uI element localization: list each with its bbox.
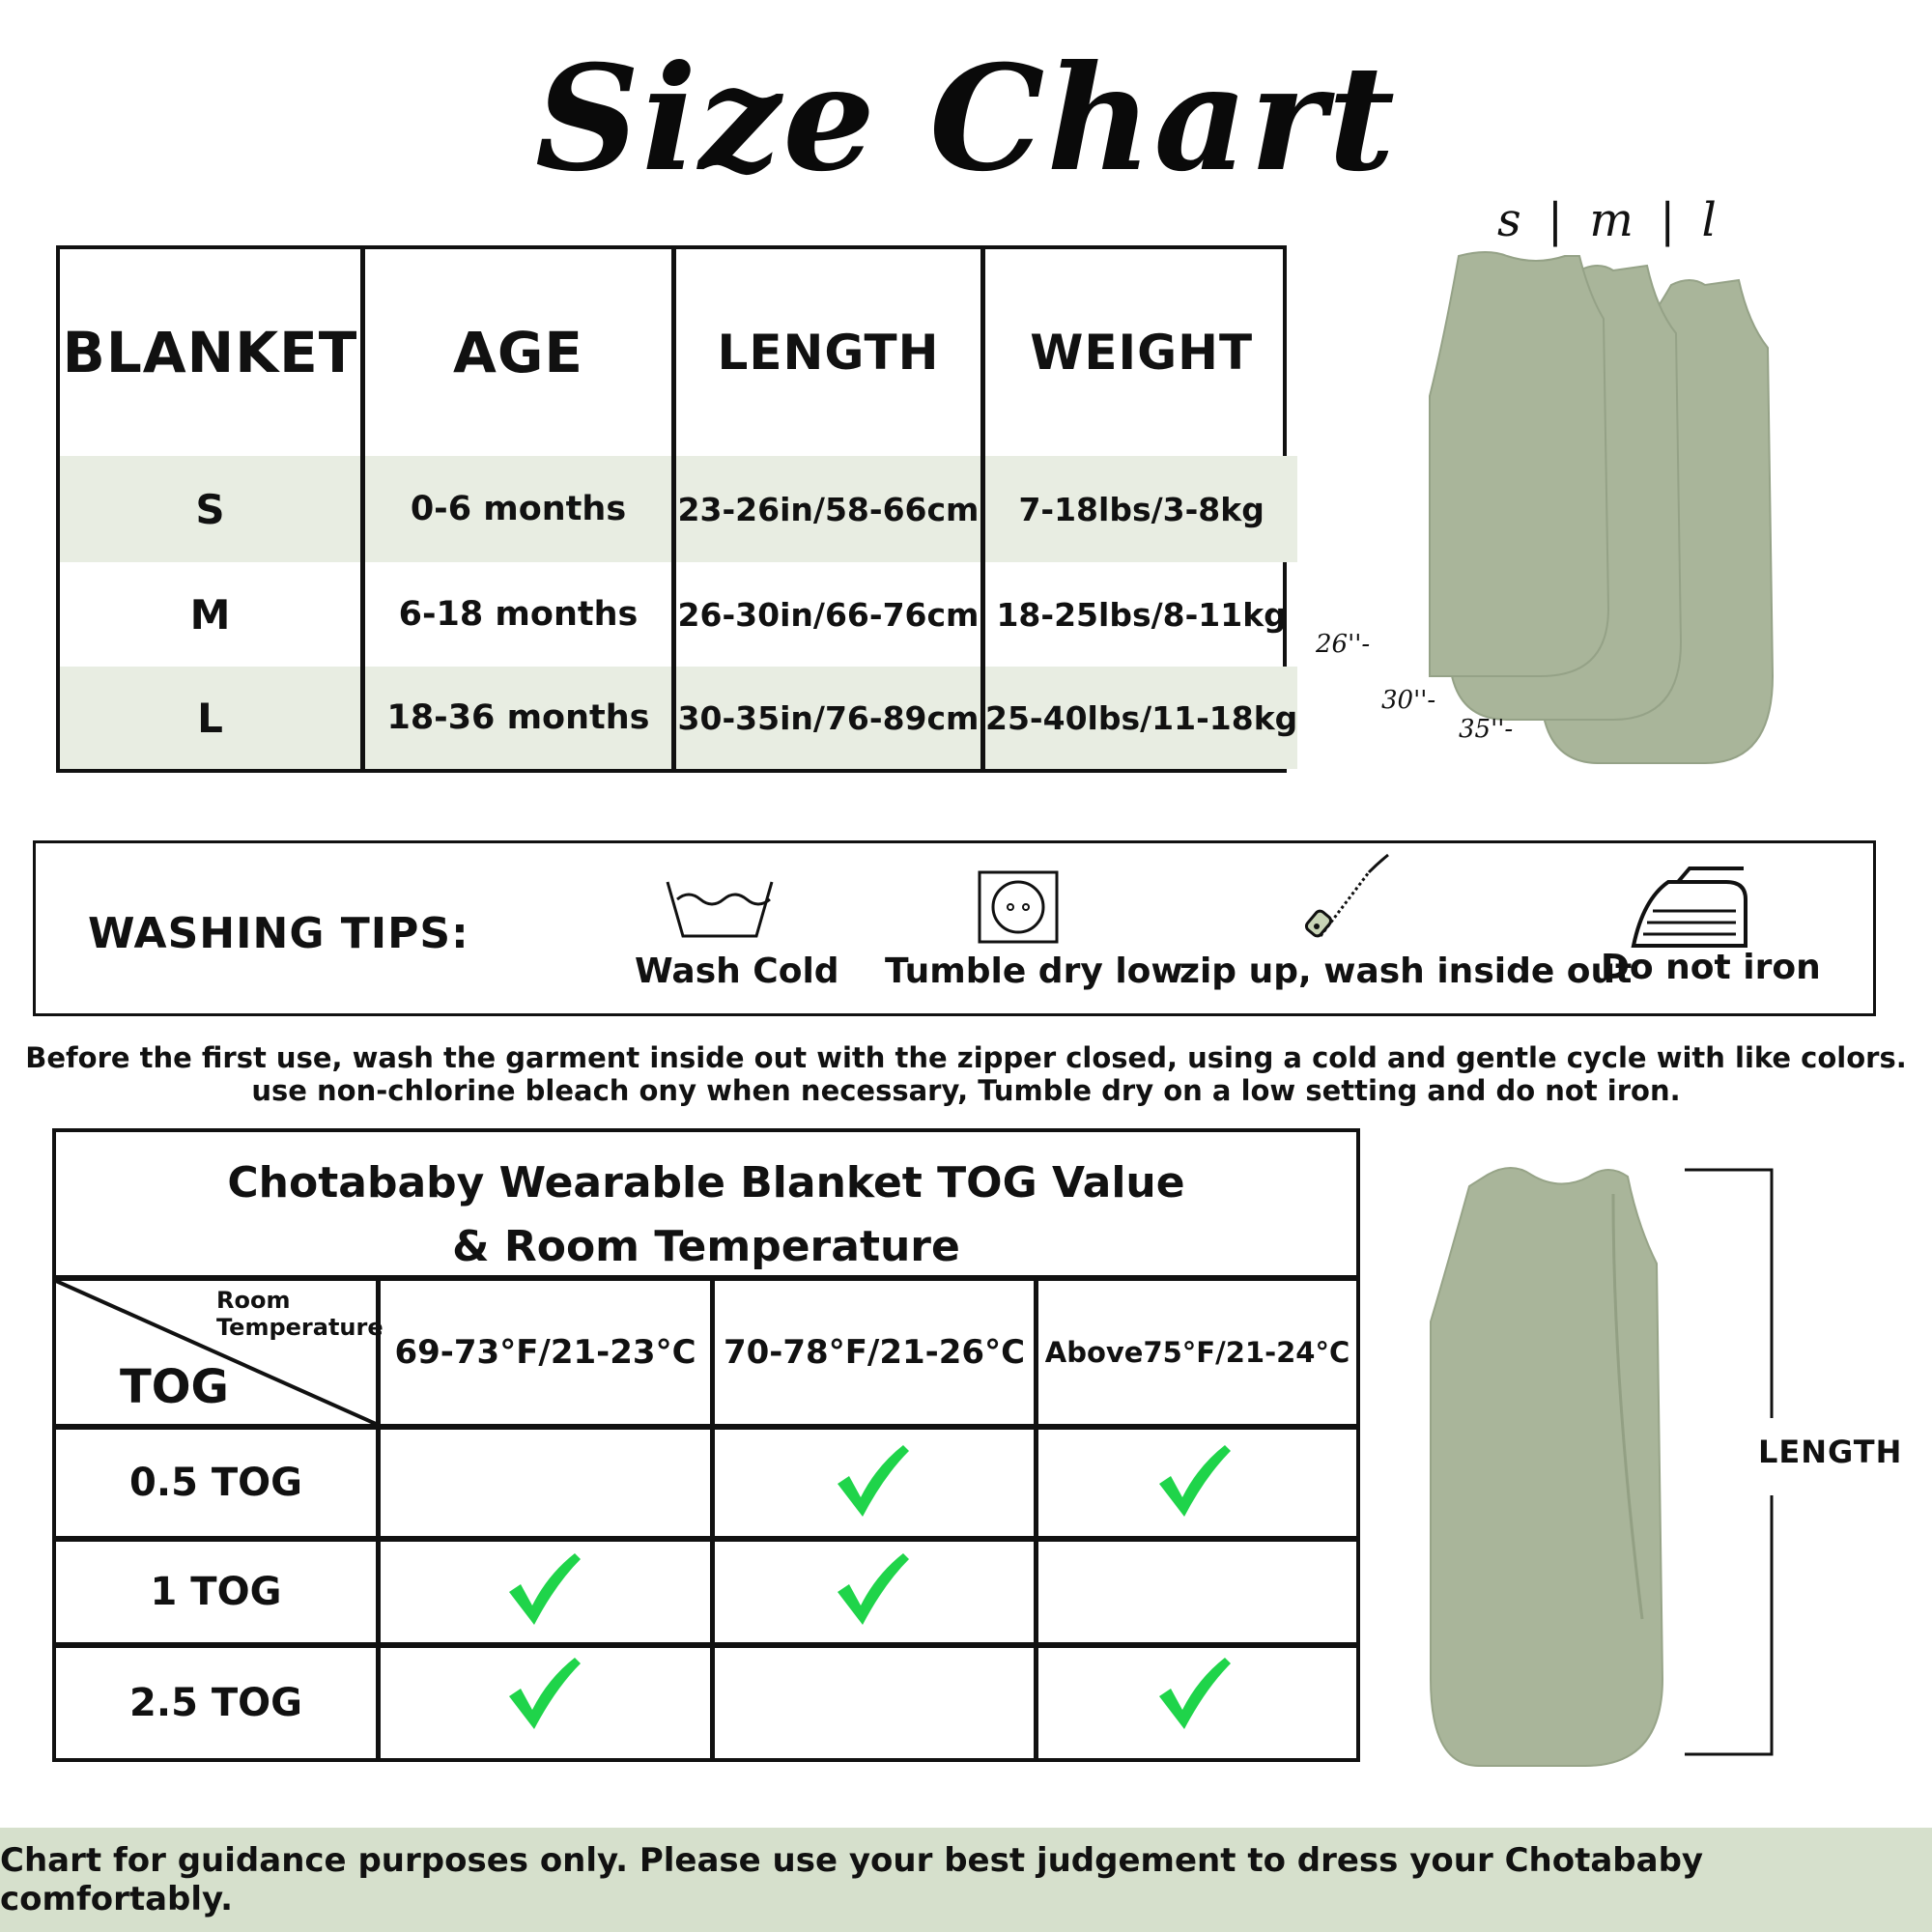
column-header: 69-73°F/21-23°C xyxy=(394,1333,696,1372)
header-weight: WEIGHT xyxy=(1030,325,1254,381)
tog-table xyxy=(52,1128,1360,1762)
check-mark-icon xyxy=(834,1549,911,1627)
sleep-sack-small xyxy=(1430,252,1608,676)
check-mark-icon xyxy=(505,1654,582,1731)
tumble-dry-label: Tumble dry low xyxy=(885,952,1183,991)
measure-s: 26''- xyxy=(1316,630,1371,659)
corner-tog-label: TOG xyxy=(120,1360,229,1414)
zipper-label: zip up, wash inside out xyxy=(1179,952,1633,991)
wash-cold-icon xyxy=(664,878,776,942)
weight-s: 7-18lbs/3-8kg xyxy=(985,456,1297,562)
check-mark-icon xyxy=(834,1441,911,1519)
length-l: 30-35in/76-89cm xyxy=(676,667,985,769)
row-label: 0.5 TOG xyxy=(129,1461,302,1505)
row-label: 2.5 TOG xyxy=(129,1681,302,1725)
tog-title-line-1: Chotababy Wearable Blanket TOG Value xyxy=(227,1158,1185,1208)
tog-table-title xyxy=(56,1151,1356,1279)
wash-cold-label: Wash Cold xyxy=(635,952,839,991)
washing-tips-panel xyxy=(33,840,1876,1016)
column-header: Above75°F/21-24°C xyxy=(1044,1336,1350,1369)
header-length: LENGTH xyxy=(676,249,985,456)
age-l: 18-36 months xyxy=(365,667,676,769)
age-m: 6-18 months xyxy=(365,562,676,667)
do-not-iron-label: Do not iron xyxy=(1601,948,1821,987)
size-s: S xyxy=(60,456,365,562)
measure-l: 35''- xyxy=(1459,715,1514,744)
page-title: Size Chart xyxy=(534,34,1398,204)
zipper-icon xyxy=(1301,853,1398,950)
care-note-line-2: use non-chlorine bleach ony when necessary, Tumble dry on a low setting and do not iron. xyxy=(251,1074,1681,1107)
do-not-iron-icon xyxy=(1630,861,1755,950)
size-letters: s | m | l xyxy=(1497,193,1722,247)
length-s: 23-26in/58-66cm xyxy=(676,456,985,562)
column-header: 70-78°F/21-26°C xyxy=(723,1333,1026,1372)
footer-disclaimer: Chart for guidance purposes only. Please use your best judgement to dress your Chotababy comfortably. xyxy=(0,1828,1932,1932)
sleep-sack xyxy=(1431,1168,1662,1766)
tumble-dry-low-icon xyxy=(978,870,1059,944)
length-label: LENGTH xyxy=(1758,1434,1903,1470)
corner-room-label: Room xyxy=(216,1287,291,1314)
size-l: L xyxy=(60,667,365,769)
header-blanket: BLANKET xyxy=(60,249,365,456)
sleep-sacks-illustration xyxy=(1410,246,1816,768)
corner-temperature-label: Temperature xyxy=(216,1314,384,1341)
care-note-line-1: Before the first use, wash the garment inside out with the zipper closed, using a cold and gentle cycle with like colors. xyxy=(25,1041,1907,1074)
row-label: 1 TOG xyxy=(150,1570,282,1614)
header-age: AGE xyxy=(365,249,676,456)
weight-l: 25-40lbs/11-18kg xyxy=(985,667,1297,769)
weight-m: 18-25lbs/8-11kg xyxy=(996,595,1287,634)
measure-m: 30''- xyxy=(1381,686,1436,715)
check-mark-icon xyxy=(1155,1654,1233,1731)
size-chart-table xyxy=(56,245,1298,773)
age-s: 0-6 months xyxy=(365,456,676,562)
check-mark-icon xyxy=(505,1549,582,1627)
length-m: 26-30in/66-76cm xyxy=(676,562,985,667)
washing-tips-title: WASHING TIPS: xyxy=(88,909,469,958)
size-m: M xyxy=(60,562,365,667)
tog-title-line-2: & Room Temperature xyxy=(452,1222,960,1271)
check-mark-icon xyxy=(1155,1441,1233,1519)
care-note xyxy=(0,1041,1932,1107)
